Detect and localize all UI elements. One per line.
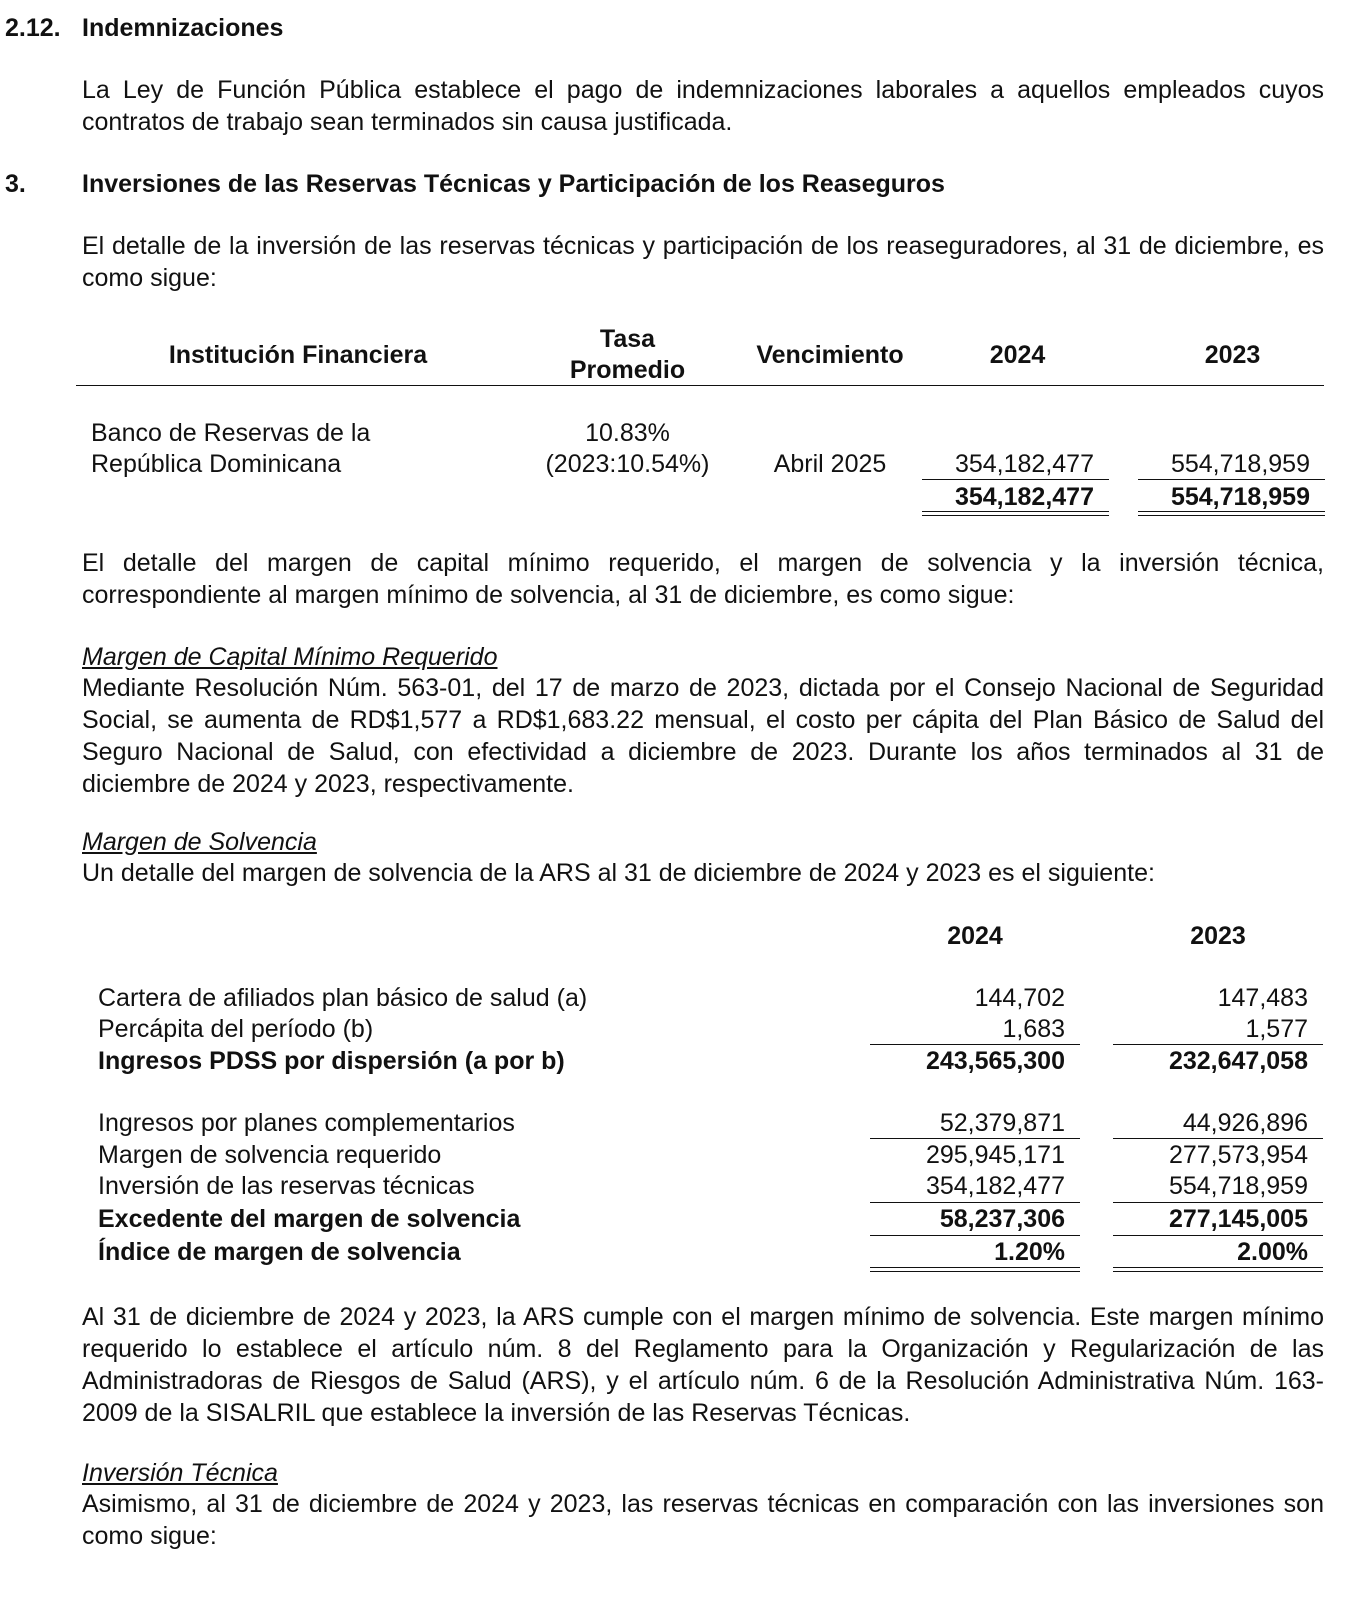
solvency-row-value-2024: 1,683 (1002, 1015, 1065, 1043)
paragraph-compliance: Al 31 de diciembre de 2024 y 2023, la ARS cumple con el margen mínimo de solvencia. Este margen mínimo requerido lo establece el artículo núm. 8 del Reglamento para la Organización y Regularización de las Administradoras de Riesgos de Salud (ARS), y el artículo núm. 6 de la Resolución Administrativa Núm. 163-2009 de la SISALRIL que establece la inversión de las Reservas Técnicas. (82, 1303, 1324, 1427)
row-institution-line2: República Dominicana (91, 450, 342, 478)
paragraph-capital-minimo: Mediante Resolución Núm. 563-01, del 17 de marzo de 2023, dictada por el Consejo Nacional de Seguridad Social, se aumenta de RD$1,577 a RD$1,683.22 mensual, el costo per cápita del Plan Básico de Salud del Seguro Nacional de Salud, con efectividad a diciembre de 2023. Durante los años terminados al 31 de diciembre de 2024 y 2023, respectivamente. (82, 674, 1324, 798)
solvency-row-value-2023: 277,573,954 (1168, 1141, 1308, 1169)
section-number-3: 3. (5, 170, 26, 198)
section-title-indemnizaciones: Indemnizaciones (82, 14, 284, 42)
total-double-rule-2024 (922, 511, 1109, 516)
solvency-row-value-2024: 52,379,871 (939, 1109, 1065, 1137)
paragraph-inversiones: El detalle de la inversión de las reservas técnicas y participación de los reaseguradores, al 31 de diciembre, es como sigue: (82, 232, 1324, 292)
solvency-row-label: Margen de solvencia requerido (98, 1141, 442, 1169)
solvency-row-label: Ingresos por planes complementarios (98, 1109, 515, 1137)
header-institution: Institución Financiera (168, 341, 428, 369)
paragraph-margen-solvencia: Un detalle del margen de solvencia de la ARS al 31 de diciembre de 2024 y 2023 es el siguiente: (82, 859, 1155, 887)
solvency-row-value-2023: 44,926,896 (1182, 1109, 1308, 1137)
solvency-row-label: Excedente del margen de solvencia (98, 1205, 521, 1233)
solvency-row-value-2023: 2.00% (1237, 1238, 1308, 1266)
solvency-row-value-2023: 232,647,058 (1168, 1047, 1308, 1075)
solvency-row-value-2023: 147,483 (1217, 984, 1308, 1012)
header-2024: 2024 (989, 341, 1046, 369)
heading-capital-minimo: Margen de Capital Mínimo Requerido (82, 643, 498, 671)
solvency-row-value-2024: 1.20% (994, 1238, 1065, 1266)
total-double-rule-2023 (1138, 511, 1325, 516)
total-value-2023: 554,718,959 (1170, 483, 1310, 511)
solvency-header-2023: 2023 (1190, 922, 1246, 950)
row-rate-line2: (2023:10.54%) (545, 450, 710, 478)
paragraph-inversion-tecnica: Asimismo, al 31 de diciembre de 2024 y 2023, las reservas técnicas en comparación con las inversiones son como sigue: (82, 1490, 1324, 1550)
section-title-inversiones: Inversiones de las Reservas Técnicas y Participación de los Reaseguros (82, 170, 945, 198)
subtotal-rule-2023 (1138, 479, 1325, 480)
row-maturity: Abril 2025 (773, 450, 887, 478)
header-divider (76, 385, 1324, 386)
subtotal-rule-2024 (922, 479, 1109, 480)
row-rate-line1: 10.83% (585, 419, 670, 447)
solvency-row-value-2024: 58,237,306 (939, 1205, 1065, 1233)
header-rate-line2: Promedio (569, 356, 686, 384)
solvency-row-value-2024: 243,565,300 (925, 1047, 1065, 1075)
header-maturity: Vencimiento (756, 341, 904, 369)
solvency-row-label: Ingresos PDSS por dispersión (a por b) (98, 1047, 565, 1075)
solvency-row-label: Percápita del período (b) (98, 1015, 374, 1043)
row-value-2024: 354,182,477 (954, 450, 1094, 478)
solvency-double-rule-2024 (870, 1267, 1080, 1272)
solvency-row-value-2023: 554,718,959 (1168, 1172, 1308, 1200)
heading-inversion-tecnica: Inversión Técnica (82, 1459, 278, 1487)
heading-margen-solvencia: Margen de Solvencia (82, 828, 317, 856)
paragraph-margin-detail: El detalle del margen de capital mínimo requerido, el margen de solvencia y la inversión técnica, correspondiente al margen mínimo de solvencia, al 31 de diciembre, es como sigue: (82, 549, 1324, 609)
solvency-row-value-2023: 1,577 (1245, 1015, 1308, 1043)
section-number-2-12: 2.12. (5, 14, 61, 42)
header-2023: 2023 (1204, 341, 1261, 369)
solvency-row-label: Inversión de las reservas técnicas (98, 1172, 475, 1200)
paragraph-indemnizaciones: La Ley de Función Pública establece el pago de indemnizaciones laborales a aquellos empleados cuyos contratos de trabajo sean terminados sin causa justificada. (82, 76, 1324, 136)
solvency-row-value-2024: 295,945,171 (925, 1141, 1065, 1169)
row-institution-line1: Banco de Reservas de la (91, 419, 371, 447)
solvency-header-2024: 2024 (947, 922, 1003, 950)
solvency-double-rule-2023 (1113, 1267, 1323, 1272)
solvency-row-label: Índice de margen de solvencia (98, 1238, 461, 1266)
row-value-2023: 554,718,959 (1170, 450, 1310, 478)
total-value-2024: 354,182,477 (954, 483, 1094, 511)
solvency-row-label: Cartera de afiliados plan básico de salud (a) (98, 984, 588, 1012)
solvency-row-value-2024: 354,182,477 (925, 1172, 1065, 1200)
header-rate-line1: Tasa (599, 325, 656, 353)
solvency-row-value-2023: 277,145,005 (1168, 1205, 1308, 1233)
solvency-row-value-2024: 144,702 (974, 984, 1065, 1012)
